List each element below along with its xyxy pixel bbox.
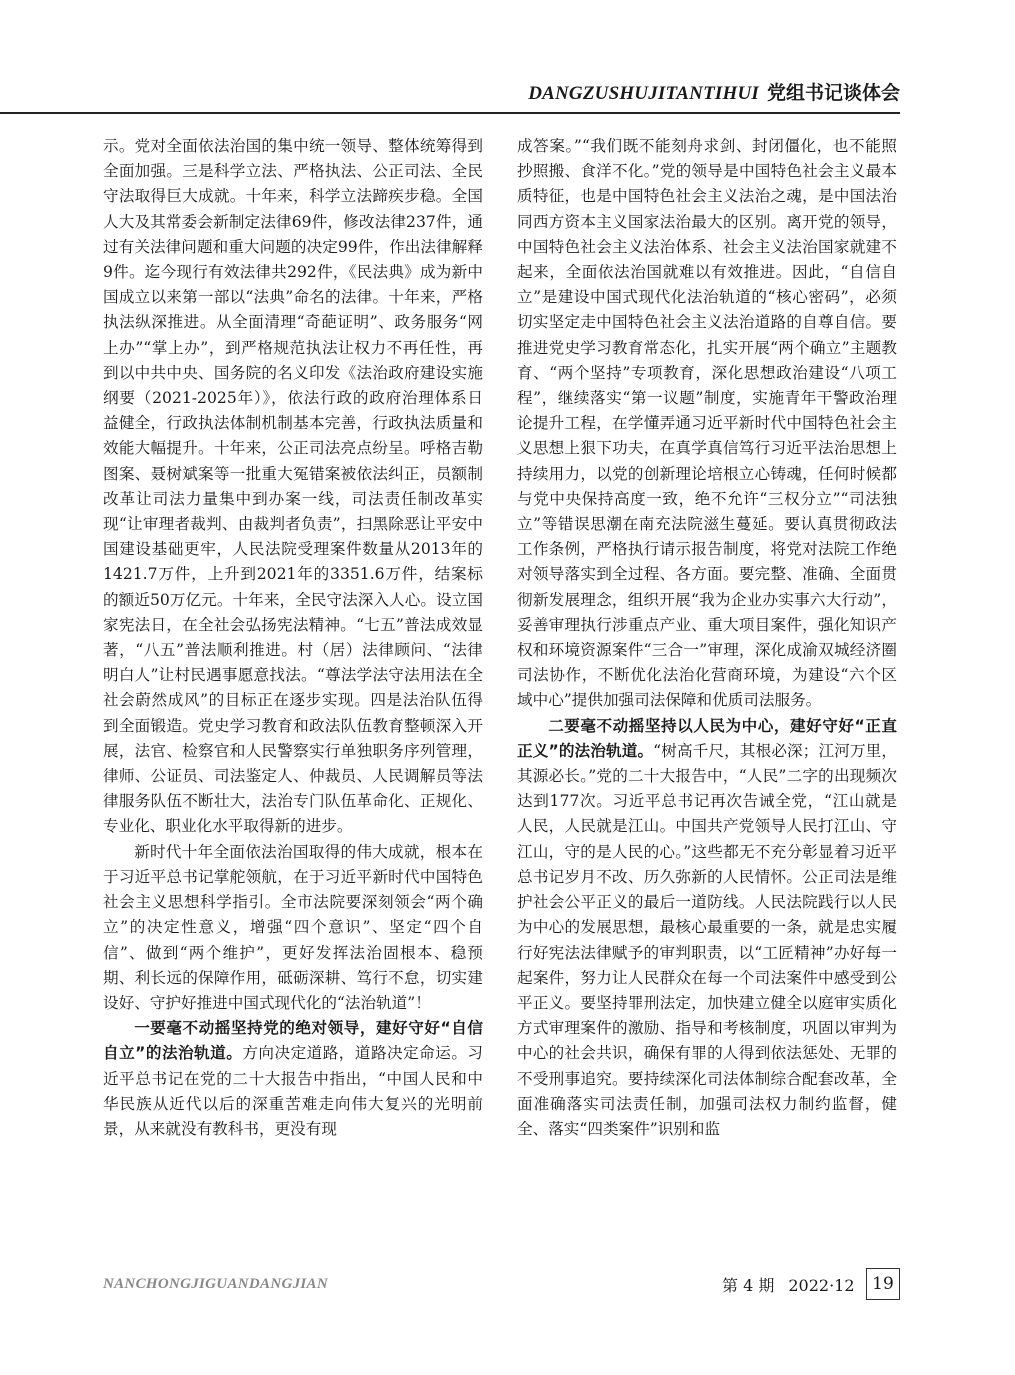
issue-info: [722, 1273, 855, 1296]
section-lead: 二要毫不动摇坚持以人民为中心，建好守好“正直正义”的法治轨道。: [517, 716, 897, 760]
page-header: [0, 70, 900, 114]
paragraph: [517, 714, 897, 1142]
paragraph: 成答案。”“我们既不能刻舟求剑、封闭僵化，也不能照抄照搬、食洋不化。”党的领导是中国特色社会主义最本质特征，也是中国特色社会主义法治之魂，是中国法治同西方资本主义国家法治最大的区别。离开党的领导，中国特色社会主义法治体系、社会主义法治国家就建不起来，全面依法治国就难以有效推进。因此，“自信自立”是建设中国式现代化法治轨道的“核心密码”，必须切实坚定走中国特色社会主义法治道路的自尊自信。要推进党史学习教育常态化，扎实开展“两个确立”主题教育、“两个坚持”专项教育，深化思想政治建设“八项工程”，继续落实“第一议题”制度，实施青年干警政治理论提升工程，在学懂弄通习近平新时代中国特色社会主义思想上狠下功夫，在真学真信笃行习近平法治思想上持续用力，以党的创新理论培根立心铸魂，任何时候都与党中央保持高度一致，绝不允许“三权分立”“司法独立”等错误思潮在南充法院滋生蔓延。要认真贯彻政法工作条例，严格执行请示报告制度，将党对法院工作绝对领导落实到全过程、各方面。要完整、准确、全面贯彻新发展理念，组织开展“我为企业办实事六大行动”，妥善审理执行涉重点产业、重大项目案件，强化知识产权和环境资源案件“三合一”审理，深化成渝双城经济圈司法协作，不断优化法治化营商环境，为建设“六个区域中心”提供加强司法保障和优质司法服务。: [517, 137, 897, 710]
page-footer: [0, 1266, 1015, 1306]
column-name: 党组书记谈体会: [766, 82, 900, 104]
issue-number: 第 4 期: [722, 1276, 775, 1295]
header-divider: [0, 112, 900, 114]
section-lead: 一要毫不动摇坚持党的绝对领导，建好守好“自信自立”的法治轨道。: [103, 1019, 483, 1063]
journal-name-footer: NANCHONGJIGUANDANGJIAN: [103, 1276, 328, 1292]
paragraph: 新时代十年全面依法治国取得的伟大成就，根本在于习近平总书记掌舵领航，在于习近平新时代中国特色社会主义思想科学指引。全市法院要深刻领会“两个确立”的决定性意义，增强“四个意识”、坚定“四个自信”、做到“两个维护”，更好发挥法治固根本、稳预期、利长远的保障作用，砥砺深耕、笃行不怠，切实建设好、守护好推进中国式现代化的“法治轨道”！: [103, 842, 483, 1012]
running-head: [528, 78, 900, 105]
journal-name-english: DANGZUSHUJITANTIHUI: [528, 83, 759, 104]
right-column: [517, 134, 897, 1264]
issue-date: 2022·12: [788, 1276, 855, 1295]
paragraph-body: “树高千尺，其根必深；江河万里，其源必长。”党的二十大报告中，“人民”二字的出现频次达到177次。习近平总书记再次告诫全党，“江山就是人民，人民就是江山。中国共产党领导人民打江山、守江山，守的是人民的心。”这些都无不充分彰显着习近平总书记岁月不改、历久弥新的人民情怀。公正司法是维护社会公平正义的最后一道防线。人民法院践行以人民为中心的发展思想，最核心最重要的一条，就是忠实履行好宪法法律赋予的审判职责，以“工匠精神”办好每一起案件，努力让人民群众在每一个司法案件中感受到公平正义。要坚持罪刑法定，加快建立健全以庭审实质化方式审理案件的激励、指导和考核制度，巩固以审判为中心的社会共识，确保有罪的人得到依法惩处、无罪的不受刑事追究。要持续深化司法体制综合配套改革，全面准确落实司法责任制，加强司法权力制约监督，健全、落实“四类案件”识别和监: [517, 741, 897, 1138]
paragraph: 示。党对全面依法治国的集中统一领导、整体统筹得到全面加强。三是科学立法、严格执法、公正司法、全民守法取得巨大成就。十年来，科学立法蹄疾步稳。全国人大及其常委会新制定法律69件，修改法律237件，通过有关法律问题和重大问题的决定99件，作出法律解释9件。迄今现行有效法律共292件，《民法典》成为新中国成立以来第一部以“法典”命名的法律。十年来，严格执法纵深推进。从全面清理“奇葩证明”、政务服务“网上办”“掌上办”，到严格规范执法让权力不再任性，再到以中共中央、国务院的名义印发《法治政府建设实施纲要（2021-2025年）》，依法行政的政府治理体系日益健全，行政执法体制机制基本完善，行政执法质量和效能大幅提升。十年来，公正司法亮点纷呈。呼格吉勒图案、聂树斌案等一批重大冤错案被依法纠正，员额制改革让司法力量集中到办案一线，司法责任制改革实现“让审理者裁判、由裁判者负责”，扫黑除恶让平安中国建设基础更牢，人民法院受理案件数量从2013年的1421.7万件，上升到2021年的3351.6万件，结案标的额近50万亿元。十年来，全民守法深入人心。设立国家宪法日，在全社会弘扬宪法精神。“七五”普法成效显著，“八五”普法顺利推进。村（居）法律顾问、“法律明白人”让村民遇事愿意找法。“尊法学法守法用法在全社会蔚然成风”的目标正在逐步实现。四是法治队伍得到全面锻造。党史学习教育和政法队伍教育整顿深入开展，法官、检察官和人民警察实行单独职务序列管理，律师、公证员、司法鉴定人、仲裁员、人民调解员等法律服务队伍不断壮大，法治专门队伍革命化、正规化、专业化、职业化水平取得新的进步。: [103, 137, 483, 836]
paragraph: [103, 1016, 483, 1142]
paragraph-body: 方向决定道路，道路决定命运。习近平总书记在党的二十大报告中指出，“中国人民和中华民族从近代以后的深重苦难走向伟大复兴的光明前景，从来就没有教科书，更没有现: [103, 1044, 483, 1138]
left-column: [103, 134, 483, 1264]
page-number: 19: [866, 1268, 900, 1300]
